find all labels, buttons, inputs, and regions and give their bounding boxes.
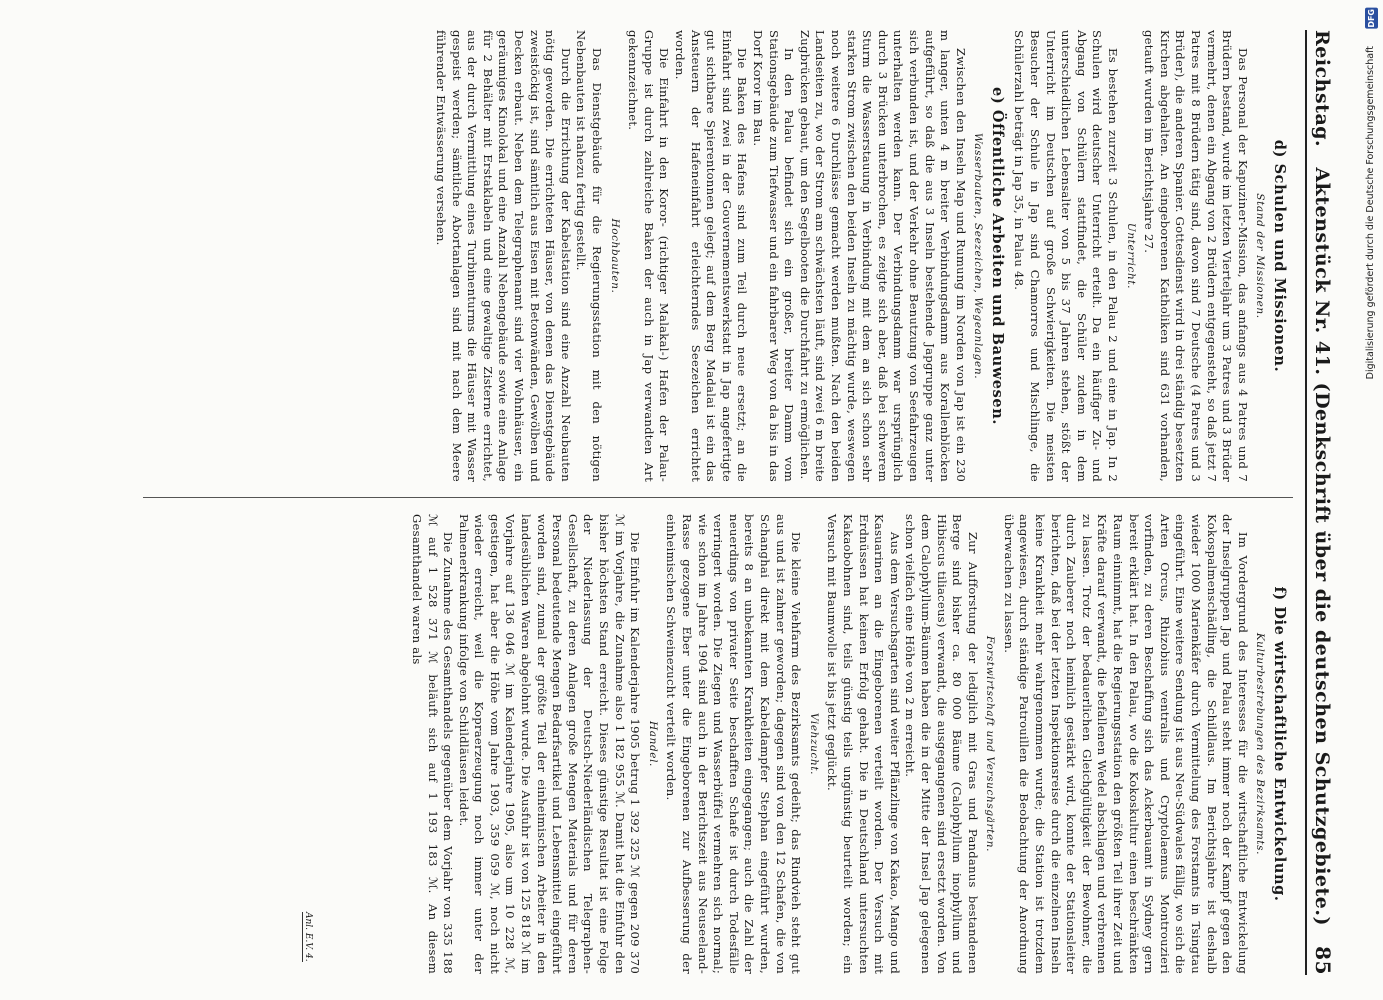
subheading-stand: Stand der Missionen. bbox=[1254, 193, 1267, 319]
header-rule bbox=[1305, 30, 1307, 975]
subheading-wasserbauten: Wasserbauten, Seezeichen, Wegeanlagen. bbox=[972, 132, 985, 380]
section-e-title: e) Öffentliche Arbeiten und Bauwesen. bbox=[988, 87, 1006, 425]
paragraph: Das Personal der Kapuziner-Mission, das anfangs aus 4 Patres und 7 Brüdern bestand, wurde im letzten Vierteljahr um 3 Patres und 3 Brüder vermehrt, denen ein Abgang von 2 Brüdern entgegensteht, so daß jetzt 7 Patres mit 8 Brüdern tätig sind, davon sind 7 Deutsche (4 Patres und 3 Brüder), die anderen Spanier. Gottesdienst wird in drei ständig besetzten Kirchen abgehalten. An eingeborenen Katholiken sind 631 vorhanden, getauft wurden im Berichtsjahre 27. bbox=[1142, 30, 1250, 482]
right-column bbox=[408, 514, 1293, 974]
paragraph: Das Dienstgebäude für die Regierungsstation mit den nötigen Nebenbauten ist nahezu fertig gestellt. bbox=[574, 30, 605, 482]
paragraph: Die Einfuhr im Kalenderjahre 1905 betrug 1 392 325 ℳ gegen 209 370 ℳ im Vorjahre, die Zunahme also 1 182 955 ℳ. Damit hat die Einfuhr den bisher höchsten Stand erreicht. Dieses günstige Resultat ist eine Folge der Niederlassung der Deutsch-Niederländischen Telegraphen-Gesellschaft, zu deren Anlagen große Mengen Materials und für deren Personal bedeutende Mengen Bedarfsartikel und Lebensmittel eingeführt worden sind, zumal der größte Teil der einheimischen Arbeiter in den landesüblichen Waren abgelohnt wurde. Die Ausfuhr ist von 125 818 ℳ im Vorjahre auf 136 046 ℳ im Kalenderjahre 1905, also um 10 228 ℳ, gestiegen, hat aber die Höhe vom Jahre 1903, 359 059 ℳ, noch nicht wieder erreicht, weil die Kopraerzeugung noch immer unter der Palmenerkrankung infolge von Schildläusen leidet. bbox=[456, 514, 643, 974]
subheading-forst: Forstwirtschaft und Versuchsgärten. bbox=[984, 635, 997, 853]
page-header bbox=[1311, 30, 1335, 975]
page-number: 85 bbox=[1311, 946, 1335, 975]
paragraph: Im Vordergrund des Interesses für die wirtschaftliche Entwickelung der Inselgruppen Jap und Palau steht immer noch der Kampf gegen den Kokospalmenschädling, die Schildlaus. Im Berichtsjahre ist deshalb wieder 1000 Marienkäfer durch Vermittelung des Forstamts in Tsingtau eingeführt. Eine weitere Sendung ist aus Neu-Südwales fällig, wo sich die Arten Orcus, Rhizobius ventralis und Cryptolaemus Montrouzieri vorfinden, zu deren Beschaffung sich das Ackerbauamt in Sydney gern bereit erklärt hat. In den Palau, wo die Kokoskultur einen beschränkten Raum einnimmt, hat die Regierungsstation den größten Teil ihrer Zeit und Kräfte darauf verwandt, die befallenen Wedel abschlagen und verbrennen zu lassen. Trotz der bedauerlichen Gleichgültigkeit der Bewohner, die durch Zauberer noch heimlich gestärkt wird, konnte der Stationsleiter berichten, daß bei der letzten Inspektionsreise durch die einzelnen Inseln keine Krankheit mehr wahrgenommen wurde; die Station ist trotzdem angewiesen, durch ständige Patrouillen die Beobachtung der Anordnung überwachen zu lassen. bbox=[1001, 514, 1250, 974]
paragraph: Zwischen den Inseln Map und Rumung im Norden von Jap ist ein 230 m langer, unten 4 m breiter Verbindungsdamm aus Korallenblöcken aufgeführt, so daß die aus 3 Inseln bestehende Japgruppe ganz unter sich verbunden ist, und der Verkehr ohne Benutzung von Seefahrzeugen unterhalten werden kann. Der Verbindungsdamm war ursprünglich durch 3 Brücken unterbrochen, es zeigte sich aber, daß bei schwerem Sturm die Wasserstauung in Verbindung mit dem an sich schon sehr starken Strom zwischen den beiden Inseln zu mächtig wurde, weswegen noch weitere 6 Durchlässe gemacht werden mußten. Nach den beiden Landseiten zu, wo der Strom am schwächsten läuft, sind zwei 6 m breite Zugbrücken gebaut, um den Segelbooten die Durchfahrt zu ermöglichen. bbox=[797, 30, 968, 482]
page-content bbox=[123, 30, 1373, 975]
credit-text: Digitalisierung gefördert durch die Deutsche Forschungsgemeinschaft bbox=[1365, 46, 1376, 380]
subheading-hochbauten: Hochbauten. bbox=[608, 218, 621, 294]
header-left: Reichstag. bbox=[1311, 30, 1333, 148]
paragraph: Die Baken des Hafens sind zum Teil durch neue ersetzt; an die Einfahrt sind zwei in der Gouvernementswerkstatt in Jap angefertigte gut sichtbare Spierentonnen gelegt; auf dem Berg Madalai ist ein das Ansteuern der Hafeneinfahrt erleichterndes Seezeichen errichtet worden. bbox=[673, 30, 750, 482]
section-f-title: f) Die wirtschaftliche Entwickelung. bbox=[1271, 586, 1288, 902]
paragraph: Die Einfahrt in den Koror- (richtiger Malakal-) Hafen der Palau-Gruppe ist durch zahlreiche Baken der auch in Jap verwandten Art gekennzeichnet. bbox=[626, 30, 672, 482]
header-title: Aktenstück Nr. 41. (Denkschrift über die deutschen Schutzgebiete.) bbox=[1311, 167, 1333, 926]
subheading-kultur: Kulturbestrebungen des Bezirksamts. bbox=[1254, 632, 1267, 856]
paragraph: Zur Aufforstung der lediglich mit Gras und Pandanus bestandenen Berge sind bisher ca. 80 000 Bäume (Calophyllum inophyllum und Hibiscus tiliaceus) verwandt, die ausgegangenen sind ersetzt worden. Von dem Calophyllum-Bäumen haben die in der Mitte der Insel Jap gelegenen schon vielfach eine Höhe von 2 m erreicht. bbox=[903, 514, 980, 974]
section-d-title: d) Schulen und Missionen. bbox=[1271, 139, 1288, 373]
paragraph: Die Zunahme des Gesamthandels gegenüber dem Vorjahr von 335 188 ℳ auf 1 528 371 ℳ beläuft sich auf 1 193 183 ℳ. An diesem Gesamthandel waren als bbox=[409, 514, 456, 974]
paragraph: Die kleine Viehfarm des Bezirksamts gedeiht; das Rindvieh steht gut aus und ist zahmer geworden; dagegen sind von den 12 Schafen, die von Schanghai direkt mit dem Kabeldampfer Stephan eingeführt wurden, bereits 8 an unbekannten Krankheiten eingegangen; auch die Zahl der neuerdings von privater Seite beschafften Schafe ist durch Todesfälle verringert worden. Die Ziegen und Wasserbüffel vermehren sich normal; wie schon im Jahre 1904 sind auch in der Berichtszeit aus Neuseeland-Rasse gezogene Eber unter die Eingeborenen zur Aufbesserung der einheimischen Schweinezucht verteilt worden. bbox=[664, 514, 804, 974]
paragraph: Durch die Errichtung der Kabelstation sind eine Anzahl Neubauten nötig geworden. Die errichteten Häuser, von denen das Dienstgebäude zweistöckig ist, sind sämtlich aus Eisen mit Betonwänden, Gewölben und Decken erbaut. Neben dem Telegraphenamt sind vier Wohnhäuser, ein geräumiges Kinolokal und eine Anzahl Nebengebäude sowie eine Anlage für 2 Behälter mit Erstaklabeln und eine gewaltige Zisterne errichtet, aus der durch Vermittlung eines Turbinenturms die Häuser mit Wasser gespeist werden; sämtliche Abortanlagen sind mit nach dem Meere führender Entwässerung versehen. bbox=[434, 30, 573, 482]
left-column bbox=[433, 30, 1293, 482]
margin-annotation: Anl. E.V. 4. bbox=[303, 912, 313, 962]
dfg-logo-icon: DFG bbox=[1367, 9, 1376, 28]
subheading-viehzucht: Viehzucht. bbox=[807, 712, 820, 776]
paragraph: In den Palau befindet sich ein großer, breiter Damm vom Stationsgebäude zum Tiefwasser und ein fahrbarer Weg von da bis in das Dorf Koror im Bau. bbox=[751, 30, 797, 482]
column-divider bbox=[143, 497, 1293, 498]
digitization-credit bbox=[1361, 0, 1379, 1000]
subheading-unterricht: Unterricht. bbox=[1124, 222, 1137, 290]
paragraph: Es bestehen zurzeit 3 Schulen, in den Palau 2 und eine in Jap. In 2 Schulen wird deutscher Unterricht erteilt. Da ein häufiger Zu- und Abgang von Schülern stattfindet, die Schüler zudem in dem unterschiedlichen Lebensalter von 5 bis 37 Jahren stehen, stößt der Unterricht im Deutschen auf große Schwierigkeiten. Die meisten Besucher der Schule in Jap sind Chamorros und Mischlinge, die Schülerzahl beträgt in Jap 35, in Palau 48. bbox=[1012, 30, 1121, 482]
subheading-handel: Handel. bbox=[646, 720, 659, 767]
paragraph: Aus dem Versuchsgarten sind weiter Pflänzlinge von Kakao, Mango und Kasuarinen an die Eingeborenen verteilt worden. Der Versuch mit Erdnüssen hat keinen Erfolg gehabt. Die in Deutschland untersuchten Kakaobohnen sind, teils günstig teils ungünstig beurteilt worden; ein Versuch mit Baumwolle ist bis jetzt geglückt. bbox=[825, 514, 902, 974]
